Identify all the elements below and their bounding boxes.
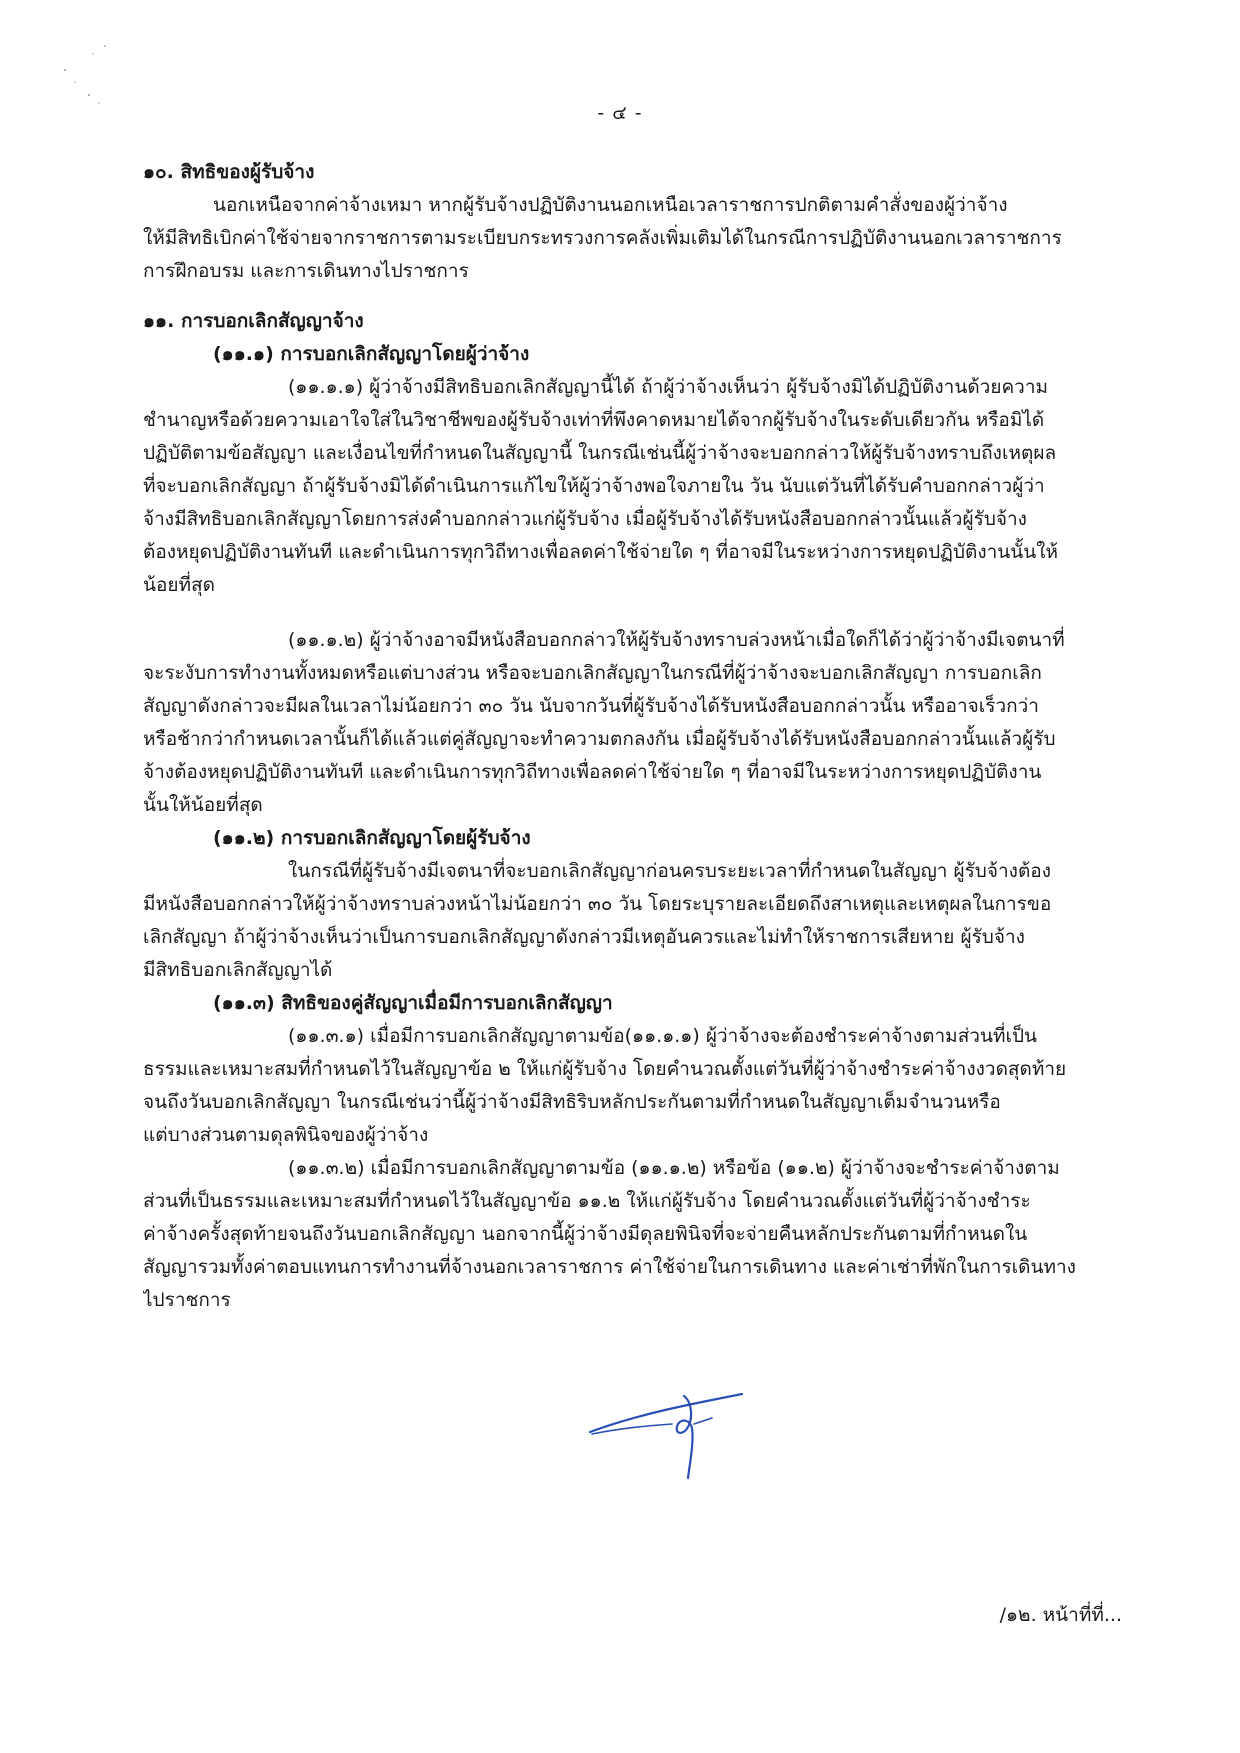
subsection-heading: (๑๑.๑) การบอกเลิกสัญญาโดยผู้ว่าจ้าง [213,343,530,365]
body-line: (๑๑.๓.๑) เมื่อมีการบอกเลิกสัญญาตามข้อ(๑๑.๑.๑) ผู้ว่าจ้างจะต้องชำระค่าจ้างตามส่วนที่เป็น [288,1025,1038,1047]
page-number: - ๔ - [597,102,643,124]
body-line: ที่จะบอกเลิกสัญญา ถ้าผู้รับจ้างมิได้ดำเนินการแก้ไขให้ผู้ว่าจ้างพอใจภายใน วัน นับแต่วันที่ได้รับคำบอกกล่าวผู้ว่า [143,475,1045,497]
body-line: จนถึงวันบอกเลิกสัญญา ในกรณีเช่นว่านี้ผู้ว่าจ้างมีสิทธิริบหลักประกันตามที่กำหนดในสัญญาเต็มจำนวนหรือ [143,1091,1001,1113]
body-line: จ้างต้องหยุดปฏิบัติงานทันที และดำเนินการทุกวิถีทางเพื่อลดค่าใช้จ่ายใด ๆ ที่อาจมีในระหว่างการหยุดปฏิบัติงาน [143,761,1042,783]
body-line: ในกรณีที่ผู้รับจ้างมีเจตนาที่จะบอกเลิกสัญญาก่อนครบระยะเวลาที่กำหนดในสัญญา ผู้รับจ้างต้อง [288,860,1051,882]
body-line: น้อยที่สุด [143,574,215,596]
body-line: มีสิทธิบอกเลิกสัญญาได้ [143,959,333,981]
body-line: ให้มีสิทธิเบิกค่าใช้จ่ายจากราชการตามระเบียบกระทรวงการคลังเพิ่มเติมได้ในกรณีการปฏิบัติงานนอกเวลาราชการ [143,227,1062,249]
subsection-heading: (๑๑.๒) การบอกเลิกสัญญาโดยผู้รับจ้าง [213,827,531,849]
section-heading: ๑๑. การบอกเลิกสัญญาจ้าง [143,310,364,332]
body-line: ส่วนที่เป็นธรรมและเหมาะสมที่กำหนดไว้ในสัญญาข้อ ๑๑.๒ ให้แก่ผู้รับจ้าง โดยคำนวณตั้งแต่วันที่ผู้ว่าจ้างชำระ [143,1190,1031,1212]
body-line: หรือช้ากว่ากำหนดเวลานั้นก็ได้แล้วแต่คู่สัญญาจะทำความตกลงกัน เมื่อผู้รับจ้างได้รับหนังสือบอกกล่าวนั้นแล้วผู้รับ [143,728,1056,750]
body-line: ชำนาญหรือด้วยความเอาใจใส่ในวิชาชีพของผู้รับจ้างเท่าที่พึงคาดหมายได้จากผู้รับจ้างในระดับเดียวกัน หรือมิได้ [143,409,1045,431]
body-line: สัญญารวมทั้งค่าตอบแทนการทำงานที่จ้างนอกเวลาราชการ ค่าใช้จ่ายในการเดินทาง และค่าเช่าที่พักในการเดินทาง [143,1256,1076,1278]
section-heading: ๑๐. สิทธิของผู้รับจ้าง [143,161,315,183]
body-line: ไปราชการ [143,1289,231,1311]
document-body [143,156,1133,1317]
subsection-heading: (๑๑.๓) สิทธิของคู่สัญญาเมื่อมีการบอกเลิกสัญญา [213,992,613,1014]
body-line: นอกเหนือจากค่าจ้างเหมา หากผู้รับจ้างปฏิบัติงานนอกเหนือเวลาราชการปกติตามคำสั่งของผู้ว่าจ้าง [213,194,1008,216]
body-line: จ้างมีสิทธิบอกเลิกสัญญาโดยการส่งคำบอกกล่าวแก่ผู้รับจ้าง เมื่อผู้รับจ้างได้รับหนังสือบอกกล่าวนั้นแล้วผู้รับจ้าง [143,508,1027,530]
continuation-reference: /๑๒. หน้าที่ที่... [999,1604,1122,1626]
body-line: มีหนังสือบอกกล่าวให้ผู้ว่าจ้างทราบล่วงหน้าไม่น้อยกว่า ๓๐ วัน โดยระบุรายละเอียดถึงสาเหตุและเหตุผลในการขอ [143,893,1052,915]
body-line: จะระงับการทำงานทั้งหมดหรือแต่บางส่วน หรือจะบอกเลิกสัญญาในกรณีที่ผู้ว่าจ้างจะบอกเลิกสัญญา การบอกเลิก [143,662,1042,684]
body-line: นั้นให้น้อยที่สุด [143,794,263,816]
body-line: ค่าจ้างครั้งสุดท้ายจนถึงวันบอกเลิกสัญญา นอกจากนี้ผู้ว่าจ้างมีดุลยพินิจที่จะจ่ายคืนหลักประกันตามที่กำหนดใน [143,1223,1028,1245]
handwritten-signature [582,1372,772,1482]
body-line: สัญญาดังกล่าวจะมีผลในเวลาไม่น้อยกว่า ๓๐ วัน นับจากวันที่ผู้รับจ้างได้รับหนังสือบอกกล่าวนั้น หรืออาจเร็วกว่า [143,695,1039,717]
body-line: การฝึกอบรม และการเดินทางไปราชการ [143,260,469,282]
body-line: แต่บางส่วนตามดุลพินิจของผู้ว่าจ้าง [143,1124,429,1146]
body-line: (๑๑.๓.๒) เมื่อมีการบอกเลิกสัญญาตามข้อ (๑๑.๑.๒) หรือข้อ (๑๑.๒) ผู้ว่าจ้างจะชำระค่าจ้างตาม [288,1157,1060,1179]
body-line: (๑๑.๑.๑) ผู้ว่าจ้างมีสิทธิบอกเลิกสัญญานี้ได้ ถ้าผู้ว่าจ้างเห็นว่า ผู้รับจ้างมิได้ปฏิบัติงานด้วยความ [288,376,1049,398]
body-line: (๑๑.๑.๒) ผู้ว่าจ้างอาจมีหนังสือบอกกล่าวให้ผู้รับจ้างทราบล่วงหน้าเมื่อใดก็ได้ว่าผู้ว่าจ้างมีเจตนาที่ [288,629,1065,651]
body-line: เลิกสัญญา ถ้าผู้ว่าจ้างเห็นว่าเป็นการบอกเลิกสัญญาดังกล่าวมีเหตุอันควรและไม่ทำให้ราชการเสียหาย ผู้รับจ้าง [143,926,1025,948]
body-line: ปฏิบัติตามข้อสัญญา และเงื่อนไขที่กำหนดในสัญญานี้ ในกรณีเช่นนี้ผู้ว่าจ้างจะบอกกล่าวให้ผู้รับจ้างทราบถึงเหตุผล [143,442,1057,464]
body-line: ธรรมและเหมาะสมที่กำหนดไว้ในสัญญาข้อ ๒ ให้แก่ผู้รับจ้าง โดยคำนวณตั้งแต่วันที่ผู้ว่าจ้างชำระค่าจ้างงวดสุดท้าย [143,1058,1067,1080]
body-line: ต้องหยุดปฏิบัติงานทันที และดำเนินการทุกวิถีทางเพื่อลดค่าใช้จ่ายใด ๆ ที่อาจมีในระหว่างการหยุดปฏิบัติงานนั้นให้ [143,541,1059,563]
